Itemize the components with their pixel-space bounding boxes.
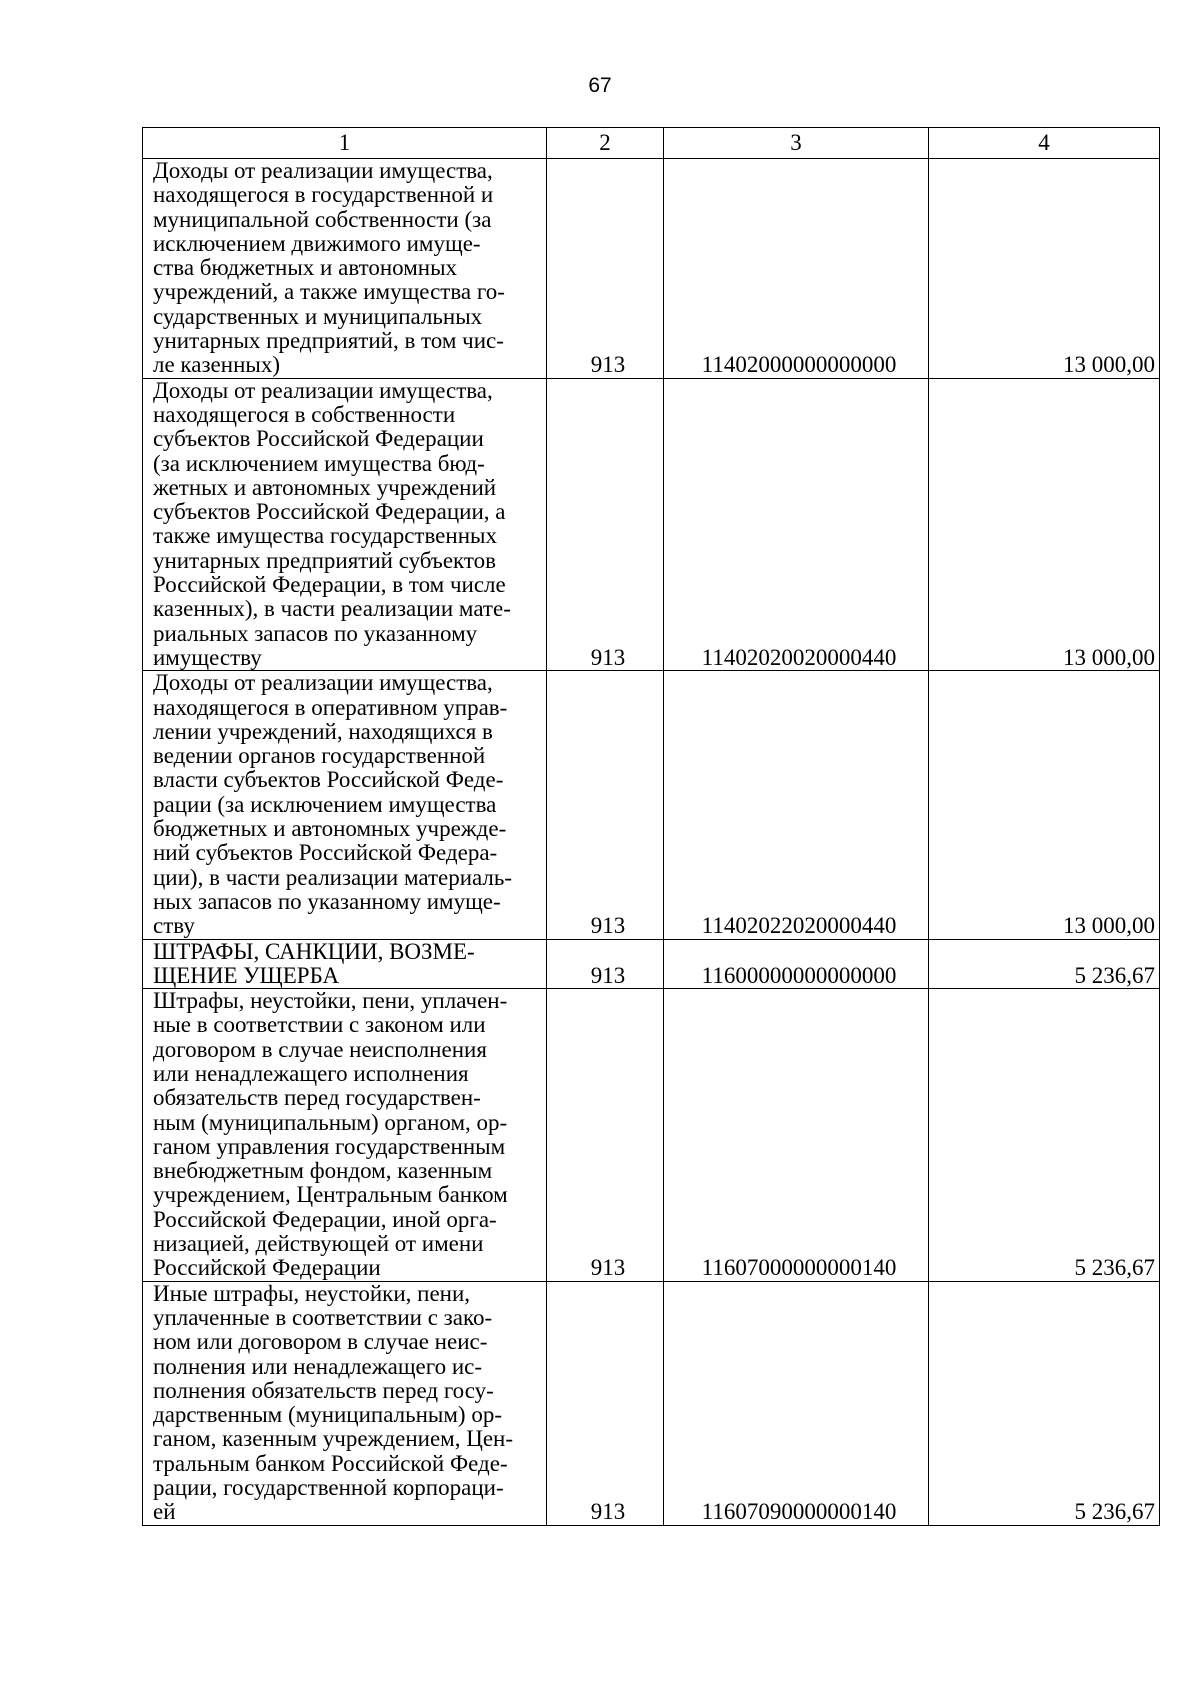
row-admin-code: 913: [547, 671, 664, 939]
table-row: [143, 378, 1160, 671]
row-description-cell: [143, 939, 547, 989]
header-col-3: 3: [664, 128, 929, 159]
header-col-4: 4: [929, 128, 1160, 159]
row-description: Доходы от реализации имущества, находящегося в оперативном управ- лении учреждений, находящихся в ведении органов государственной власти субъектов Российской Феде- рации (за исключением имущества бюджетных и автономных учрежде- ний субъектов Российской Федера- ции), в части реализации материаль- ных запасов по указанному имуще- ству: [153, 670, 513, 939]
row-description: Доходы от реализации имущества, находящегося в собственности субъектов Российской Федерации (за исключением имущества бюд- жетных и автономных учреждений субъектов Российской Федерации, а также имущества государственных унитарных предприятий субъектов Российской Федерации, в том числе казенных), в части реализации мате- риальных запасов по указанному имуществу: [153, 377, 511, 670]
row-description: ШТРАФЫ, САНКЦИИ, ВОЗМЕ- ЩЕНИЕ УЩЕРБА: [153, 938, 475, 988]
table-row: [143, 1281, 1160, 1525]
row-admin-code: 913: [547, 939, 664, 989]
row-description: Доходы от реализации имущества, находящегося в государственной и муниципальной собственности (за исключением движимого имуще- ства бюджетных и автономных учреждений, а также имущества го- сударственных и муниципальных унитарных предприятий, в том чис- ле казенных): [153, 158, 505, 378]
table-row: [143, 939, 1160, 989]
row-admin-code: 913: [547, 989, 664, 1282]
row-amount: 13 000,00: [929, 671, 1160, 939]
header-col-1: 1: [143, 128, 547, 159]
table-row: [143, 671, 1160, 939]
row-budget-code: 11402020020000440: [664, 378, 929, 671]
row-description-cell: [143, 989, 547, 1282]
header-col-2: 2: [547, 128, 664, 159]
row-budget-code: 11402022020000440: [664, 671, 929, 939]
row-description: Штрафы, неустойки, пени, уплачен- ные в соответствии с законом или договором в случае неисполнения или ненадлежащего исполнения обязательств перед государствен- ным (муниципальным) органом, ор- ганом управления государственным внебюджетным фондом, казенным учреждением, Центральным банком Российской Федерации, иной орга- низацией, действующей от имени Российской Федерации: [153, 988, 508, 1281]
row-admin-code: 913: [547, 159, 664, 379]
row-description: Иные штрафы, неустойки, пени, уплаченные в соответствии с зако- ном или договором в случае неис- полнения или ненадлежащего ис- полнения обязательств перед госу- дарственным (муниципальным) ор- ганом, казенным учреждением, Цен- тральным банком Российской Феде- рации, государственной корпораци- ей: [153, 1280, 514, 1525]
row-amount: 13 000,00: [929, 378, 1160, 671]
table-row: [143, 159, 1160, 379]
row-description-cell: [143, 671, 547, 939]
row-admin-code: 913: [547, 378, 664, 671]
row-budget-code: 11402000000000000: [664, 159, 929, 379]
row-admin-code: 913: [547, 1281, 664, 1525]
row-description-cell: [143, 378, 547, 671]
row-budget-code: 11607000000000140: [664, 989, 929, 1282]
row-budget-code: 11607090000000140: [664, 1281, 929, 1525]
row-description-cell: [143, 159, 547, 379]
row-budget-code: 11600000000000000: [664, 939, 929, 989]
table-row: [143, 989, 1160, 1282]
budget-income-table: [142, 127, 1160, 1526]
row-amount: 13 000,00: [929, 159, 1160, 379]
row-description-cell: [143, 1281, 547, 1525]
row-amount: 5 236,67: [929, 939, 1160, 989]
row-amount: 5 236,67: [929, 989, 1160, 1282]
page-number: 67: [588, 74, 612, 97]
table-header-row: [143, 128, 1160, 159]
row-amount: 5 236,67: [929, 1281, 1160, 1525]
